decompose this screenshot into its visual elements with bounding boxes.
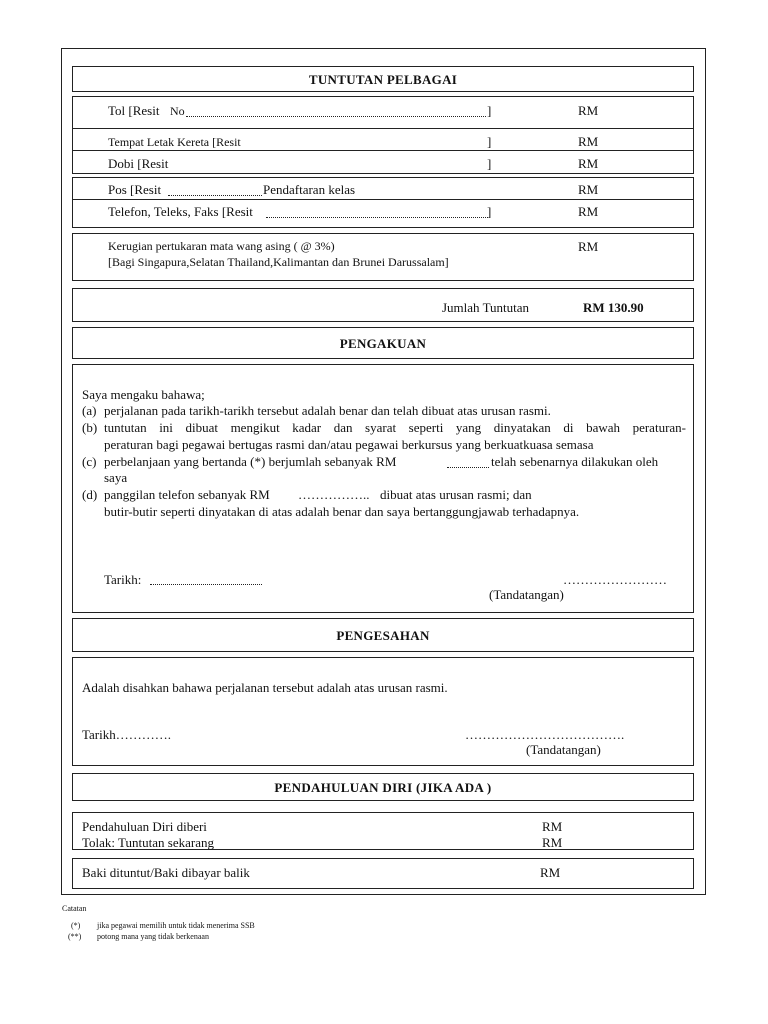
note1-marker: (*)	[71, 921, 81, 930]
tol-bracket: ]	[487, 103, 492, 118]
note2-text: potong mana yang tidak berkenaan	[97, 932, 209, 941]
pengakuan-a-marker: (a)	[82, 403, 97, 418]
telefon-bracket: ]	[487, 204, 492, 219]
kerugian-rm: RM	[578, 239, 599, 254]
note1-text: jika pegawai memilih untuk tidak menerima SSB	[97, 921, 255, 930]
pengakuan-header-box	[72, 327, 694, 359]
note2-marker: (**)	[68, 932, 82, 941]
telefon-rm: RM	[578, 204, 599, 219]
pendahuluan-tolak-rm: RM	[542, 835, 563, 850]
pos-dots	[168, 184, 262, 196]
tol-no: No	[170, 104, 185, 118]
tuntutan-title: TUNTUTAN PELBAGAI	[308, 72, 458, 87]
pengakuan-b-line1: tuntutan ini dibuat mengikut kadar dan syarat seperti yang dinyatakan di bawah peraturan-	[104, 420, 686, 435]
pengesahan-sign-label: (Tandatangan)	[526, 742, 601, 757]
tuntutan-divider-2	[72, 199, 694, 200]
pengesahan-sign-dots: ……………………………….	[465, 727, 625, 742]
pengakuan-d-post: dibuat atas urusan rasmi; dan	[380, 487, 532, 502]
pendahuluan-diberi-label: Pendahuluan Diri diberi	[82, 819, 207, 834]
dobi-label: Dobi [Resit	[108, 156, 169, 171]
pengakuan-sign-dots: ……………………	[563, 572, 667, 587]
pengakuan-title: PENGAKUAN	[339, 336, 427, 351]
catatan-title: Catatan	[62, 904, 87, 913]
telefon-label: Telefon, Teleks, Faks [Resit	[108, 204, 253, 219]
pendahuluan-diberi-rm: RM	[542, 819, 563, 834]
pengakuan-d-marker: (d)	[82, 487, 98, 502]
pengakuan-c-dots	[447, 456, 489, 468]
pengesahan-title: PENGESAHAN	[336, 628, 430, 643]
pengakuan-c-line2: saya	[104, 470, 128, 485]
pendahuluan-title: PENDAHULUAN DIRI (JIKA ADA )	[274, 780, 492, 795]
dobi-bracket: ]	[487, 156, 492, 171]
telefon-dots	[266, 206, 488, 218]
baki-label: Baki dituntut/Baki dibayar balik	[82, 865, 250, 880]
pengakuan-tarikh-dots	[150, 573, 262, 585]
pengakuan-d-line2: butir-butir seperti dinyatakan di atas adalah benar dan saya bertanggungjawab terhadapnya.	[104, 504, 580, 519]
pengakuan-tarikh-label: Tarikh:	[104, 572, 142, 587]
pengesahan-tarikh: Tarikh………….	[82, 727, 171, 742]
pengakuan-a-text: perjalanan pada tarikh-tarikh tersebut adalah benar dan telah dibuat atas urusan rasmi.	[104, 403, 551, 418]
pengakuan-c-pre: perbelanjaan yang bertanda (*) berjumlah sebanyak RM	[104, 454, 397, 469]
pengakuan-sign-label: (Tandatangan)	[489, 587, 564, 602]
pendahuluan-tolak-label: Tolak: Tuntutan sekarang	[82, 835, 214, 850]
pengakuan-b-marker: (b)	[82, 420, 98, 435]
kerugian-line2: [Bagi Singapura,Selatan Thailand,Kalimantan dan Brunei Darussalam]	[108, 255, 449, 269]
tempat-label: Tempat Letak Kereta [Resit	[108, 135, 241, 149]
pos-rm: RM	[578, 182, 599, 197]
pengakuan-c-post: telah sebenarnya dilakukan oleh	[491, 454, 659, 469]
jumlah-value: RM 130.90	[583, 300, 644, 315]
pengakuan-b-line2: peraturan bagi pegawai bertugas rasmi dan/atau pegawai berkursus yang berkuatkuasa semasa	[104, 437, 594, 452]
jumlah-label: Jumlah Tuntutan	[442, 300, 530, 315]
tempat-bracket: ]	[487, 134, 492, 149]
baki-rm: RM	[540, 865, 561, 880]
pengesahan-header-box	[72, 618, 694, 652]
kerugian-line1: Kerugian pertukaran mata wang asing ( @ 3%)	[108, 239, 335, 253]
tuntutan-items-box-2	[72, 177, 694, 228]
tempat-rm: RM	[578, 134, 599, 149]
pendahuluan-header-box	[72, 773, 694, 801]
tol-rm: RM	[578, 103, 599, 118]
dobi-rm: RM	[578, 156, 599, 171]
pos-label: Pos [Resit	[108, 182, 162, 197]
pengakuan-d-dots: ……………..	[298, 487, 370, 502]
pengakuan-d-pre: panggilan telefon sebanyak RM	[104, 487, 270, 502]
pengakuan-intro: Saya mengaku bahawa;	[82, 387, 205, 402]
pengesahan-text: Adalah disahkan bahawa perjalanan tersebut adalah atas urusan rasmi.	[82, 680, 448, 695]
tol-dots	[186, 105, 486, 117]
pos-extra: Pendaftaran kelas	[263, 182, 356, 197]
tol-label: Tol [Resit	[108, 103, 160, 118]
pengakuan-c-marker: (c)	[82, 454, 97, 469]
tuntutan-header-box	[72, 66, 694, 92]
